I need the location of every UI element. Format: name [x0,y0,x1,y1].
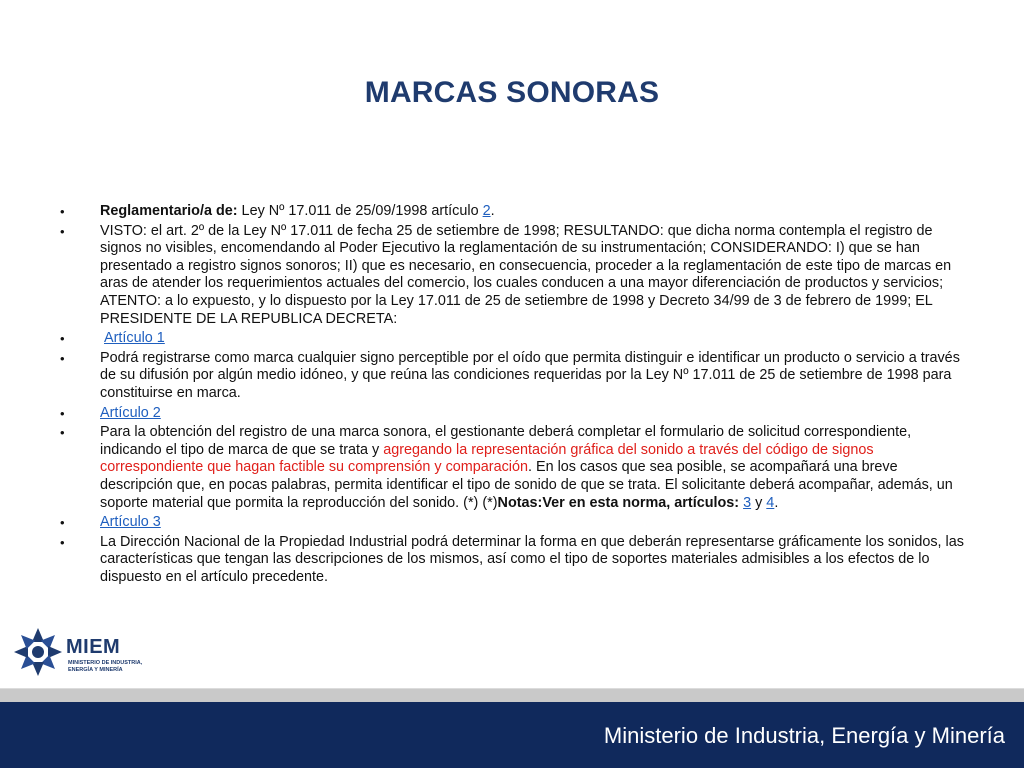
period: . [490,203,495,219]
articulo-2-ref-link[interactable]: 2 [482,203,491,219]
list-item [60,223,966,329]
miem-emblem-icon [12,626,64,678]
footer-bar [0,702,1024,768]
page-title: MARCAS SONORAS [364,76,660,109]
bullet-icon: • [60,425,65,441]
reglamentario-label: Reglamentario/a de: [100,203,238,219]
articulo-3-link[interactable]: Artículo 3 [100,514,161,531]
bullet-icon: • [60,331,65,347]
bullet-icon: • [60,204,65,219]
footer-ministry-name: Ministerio de Industria, Energía y Minería [603,723,1005,748]
list-item [60,424,966,512]
list-item [60,405,966,423]
articulo-1-paragraph: Podrá registrarse como marca cualquier signo perceptible por el oído que permita distinguir e identificar un producto o servicio a través de su difusión por algún medio idóneo, y que reúna las condiciones requeridas por la Ley Nº 17.011 de 25 de setiembre de 1998 para constituirse en marca. [100,349,960,401]
articulo-1-link[interactable]: Artículo 1 [104,330,165,347]
articulo-4-ref-link[interactable]: 4 [766,494,775,511]
list-item [60,350,966,403]
articulo-2-text-start: Para la obtención del registro de una marca sonora, el gestionante deberá completar el formulario de solicitud correspondiente, indicando el tipo de marca de que se trata y [100,424,912,458]
highlighted-requirement-text: agregando la representación gráfica del sonido a través del código de signos correspondiente que hagan factible su comprensión y comparación [100,441,874,476]
conjunction: y [751,494,767,511]
articulo-3-paragraph: La Dirección Nacional de la Propiedad Industrial podrá determinar la forma en que deberán representarse gráficamente los sonidos, las características que tengan las descripciones de los mismos, así como el tipo de soportes materiales admisibles a los efectos de lo dispuesto en el artículo precedente. [100,533,964,585]
notes-label: Notas:Ver en esta norma, artículos: [497,494,740,511]
list-item [60,514,966,532]
footer-stripe [0,688,1024,703]
list-item [60,203,966,221]
logo-mark-text: MIEM [66,636,121,658]
bullet-icon: • [60,405,65,421]
logo-subtitle: MINISTERIO DE INDUSTRIA, ENERGÍA Y MINERÍA [68,660,143,673]
bullet-icon: • [60,534,65,550]
articulo-3-ref-link[interactable]: 3 [743,494,752,511]
bullet-icon: • [60,223,65,239]
miem-logo [12,622,162,682]
content-list [60,203,966,588]
bullet-icon: • [60,515,65,531]
list-item [60,534,966,587]
articulo-2-link[interactable]: Artículo 2 [100,404,161,421]
list-item [60,330,966,348]
period: . [774,494,779,511]
bullet-icon: • [60,350,65,366]
articulo-2-text-end: . En los casos que sea posible, se acompañará una breve descripción que, en pocas palabras, permita identificar el tipo de sonido de que se trata. El solicitante deberá acompañar, además, un soporte material que pormita la reproducción del sonido. (*) (*) [100,459,953,511]
visto-paragraph: VISTO: el art. 2º de la Ley Nº 17.011 de fecha 25 de setiembre de 1998; RESULTANDO: que dicha norma contempla el registro de signos no visibles, encomendando al Poder Ejecutivo la reglamentación de su instrumentación; CONSIDERANDO: I) que se han presentado a registro signos sonoros; II) que es necesario, en consecuencia, proceder a la reglamentación de este tipo de marcas en aras de atender los requerimientos actuales del comercio, los cuales conducen a una mayor diferenciación de productos y servicios; ATENTO: a lo expuesto, y lo dispuesto por la Ley 17.011 de 25 de setiembre de 1998 y Decreto 34/99 de 3 de febrero de 1999; EL PRESIDENTE DE LA REPUBLICA DECRETA: [100,222,952,327]
law-reference-text: Ley Nº 17.011 de 25/09/1998 artículo [237,203,483,219]
